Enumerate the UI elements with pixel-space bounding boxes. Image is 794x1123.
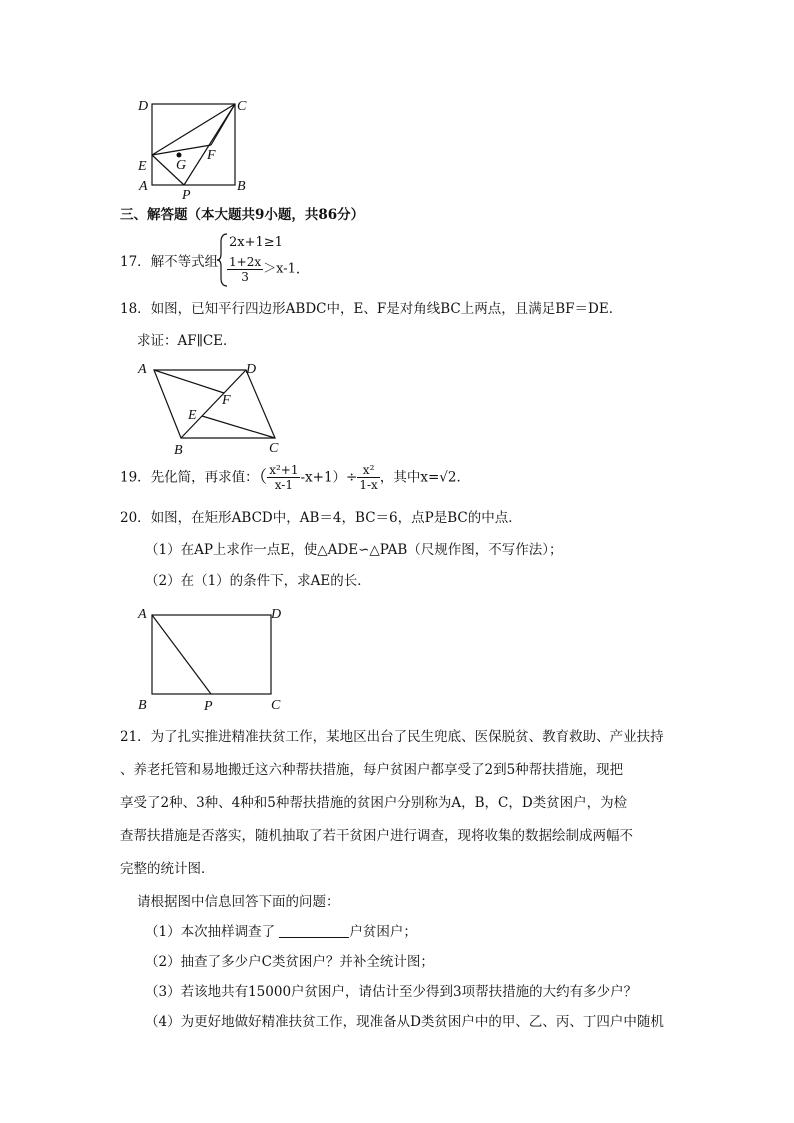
label-g: G [176, 158, 187, 173]
q20-part1: （1）在AP上求作一点E，使△ADE∽△PAB（尺规作图，不写作法）； [145, 542, 563, 558]
label-c: C [269, 441, 279, 456]
q18-text: 18．如图，已知平行四边形ABDC中，E、F是对角线BC上两点，且满足BF＝DE． [120, 301, 623, 317]
label-p: P [182, 188, 191, 203]
q21-line3: 享受了2种、3种、4种和5种帮扶措施的贫困户分别称为A，B，C，D类贫困户，为检 [120, 795, 628, 811]
label-e: E [188, 408, 197, 423]
q19-text: 19．先化简，再求值：（ $\frac{\text{x²+1}}{x-1}$ -x+1）÷ $\frac{\text{x²}}{1-x}$ ，其中x=√2． [120, 463, 470, 492]
q21-sub1: （1）本次抽样调查了 户贫困户； [145, 924, 417, 940]
q17-ineq2: $\frac{1+2x}{3}$ ＞x-1. [229, 255, 301, 284]
q21-line5: 完整的统计图． [120, 861, 215, 877]
label-d: D [138, 99, 149, 114]
q21-sub3: （3）若该地共有15000户贫困户，请估计至少得到3项帮扶措施的大约有多少户？ [145, 984, 638, 1000]
section-heading: 三、解答题（本大题共9小题，共86分） [120, 207, 365, 223]
label-e: E [138, 159, 147, 174]
q17-ineq1: 2x+1≥1 [229, 235, 283, 250]
answer-blank[interactable] [279, 923, 349, 938]
q21-sub2: （2）抽查了多少户C类贫困户？并补全统计图； [145, 954, 434, 970]
figure-q18 [134, 358, 294, 458]
label-b: B [174, 443, 183, 458]
q21-line1: 21．为了扎实推进精准扶贫工作，某地区出台了民生兜底、医保脱贫、教育救助、产业扶持 [120, 729, 664, 745]
q18-prove: 求证：AF∥CE． [137, 333, 237, 349]
label-a: A [138, 362, 147, 377]
label-f: F [207, 148, 216, 163]
q19-fraction-2: $\frac{\text{x²}}{1-x}$ [359, 463, 378, 492]
label-d: D [246, 362, 257, 377]
label-d: D [271, 607, 282, 622]
label-a: A [139, 179, 148, 194]
label-c: C [271, 698, 281, 712]
square-abcd [152, 104, 235, 185]
label-f: F [222, 393, 231, 408]
label-b: B [237, 179, 246, 194]
q21-line4: 查帮扶措施是否落实，随机抽取了若干贫困户进行调查，现将收集的数据绘制成两幅不 [120, 828, 633, 844]
point-g [177, 153, 182, 158]
figure-q20 [134, 600, 294, 712]
figure-q16 [134, 94, 254, 204]
parallelogram-abdc [154, 370, 275, 438]
q21-line2: 、养老托管和易地搬迁这六种帮扶措施，每户贫困户都享受了2到5种帮扶措施，现把 [120, 762, 624, 778]
q17-label: 17．解不等式组 [120, 254, 219, 270]
label-p: P [204, 699, 213, 712]
q19-fraction-1: $\frac{\text{x²+1}}{x-1}$ [269, 463, 299, 492]
q20-text: 20．如图，在矩形ABCD中，AB＝4，BC＝6，点P是BC的中点． [120, 510, 522, 526]
rectangle-abcd [152, 615, 271, 694]
q21-sub4: （4）为更好地做好精准扶贫工作，现准备从D类贫困户中的甲、乙、丙、丁四户中随机 [145, 1014, 664, 1030]
label-c: C [237, 99, 247, 114]
q17-fraction: $\frac{1+2x}{3}$ [229, 255, 262, 284]
label-a: A [138, 607, 147, 622]
q20-part2: （2）在（1）的条件下，求AE的长． [145, 573, 371, 589]
q21-ask: 请根据图中信息回答下面的问题： [137, 894, 340, 910]
label-b: B [138, 698, 147, 712]
